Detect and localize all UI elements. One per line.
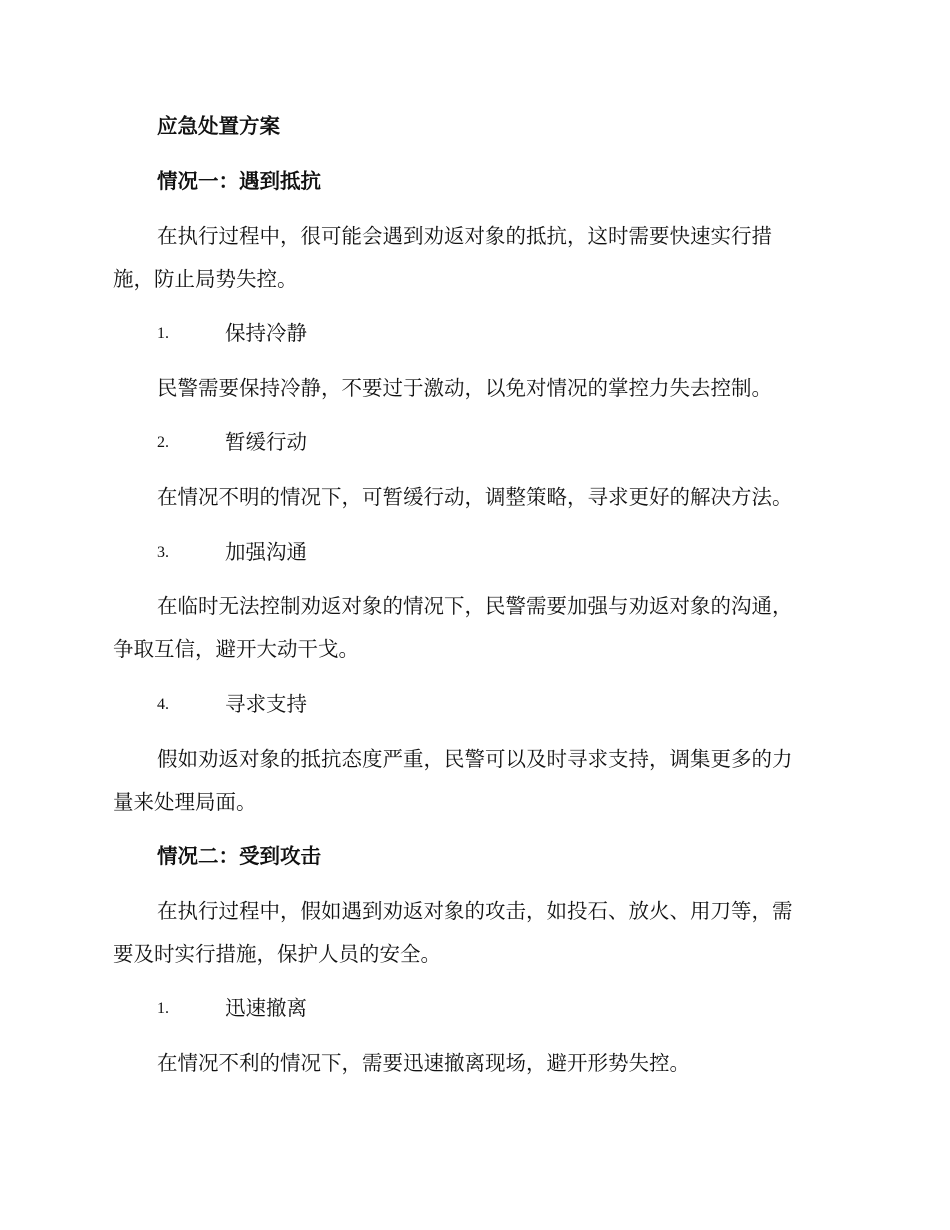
case1-item2-number: 2. (157, 434, 169, 451)
case2-intro-line1: 在执行过程中，假如遇到劝返对象的攻击，如投石、放火、用刀等，需 (157, 899, 793, 923)
case1-item4-number: 4. (157, 696, 169, 713)
case2-item1-body-line1: 在情况不利的情况下，需要迅速撤离现场，避开形势失控。 (157, 1051, 690, 1075)
case2-item1-number: 1. (157, 1000, 169, 1017)
case1-item4-body-line2: 量来处理局面。 (113, 790, 257, 814)
case1-item4-title: 寻求支持 (225, 692, 307, 716)
case1-item1-number: 1. (157, 325, 169, 342)
case1-item2-body-line1: 在情况不明的情况下，可暂缓行动，调整策略，寻求更好的解决方法。 (157, 485, 793, 509)
case1-item3-title: 加强沟通 (225, 540, 307, 564)
case2-intro-line2: 要及时实行措施，保护人员的安全。 (113, 942, 441, 966)
case1-item3-body-line2: 争取互信，避开大动干戈。 (113, 637, 359, 661)
case1-item3-number: 3. (157, 544, 169, 561)
case1-item2-title: 暂缓行动 (225, 430, 307, 454)
case1-intro-line2: 施，防止局势失控。 (113, 267, 298, 291)
case1-item4-body-line1: 假如劝返对象的抵抗态度严重，民警可以及时寻求支持，调集更多的力 (157, 747, 793, 771)
case2-item1-title: 迅速撤离 (225, 996, 307, 1020)
document-title: 应急处置方案 (157, 114, 280, 138)
case1-item3-body-line1: 在临时无法控制劝返对象的情况下，民警需要加强与劝返对象的沟通， (157, 594, 793, 618)
case1-heading: 情况一：遇到抵抗 (157, 169, 321, 193)
case1-intro-line1: 在执行过程中，很可能会遇到劝返对象的抵抗，这时需要快速实行措 (157, 224, 772, 248)
case2-heading: 情况二：受到攻击 (157, 844, 321, 868)
case1-item1-body-line1: 民警需要保持冷静，不要过于激动，以免对情况的掌控力失去控制。 (157, 376, 772, 400)
case1-item1-title: 保持冷静 (225, 321, 307, 345)
